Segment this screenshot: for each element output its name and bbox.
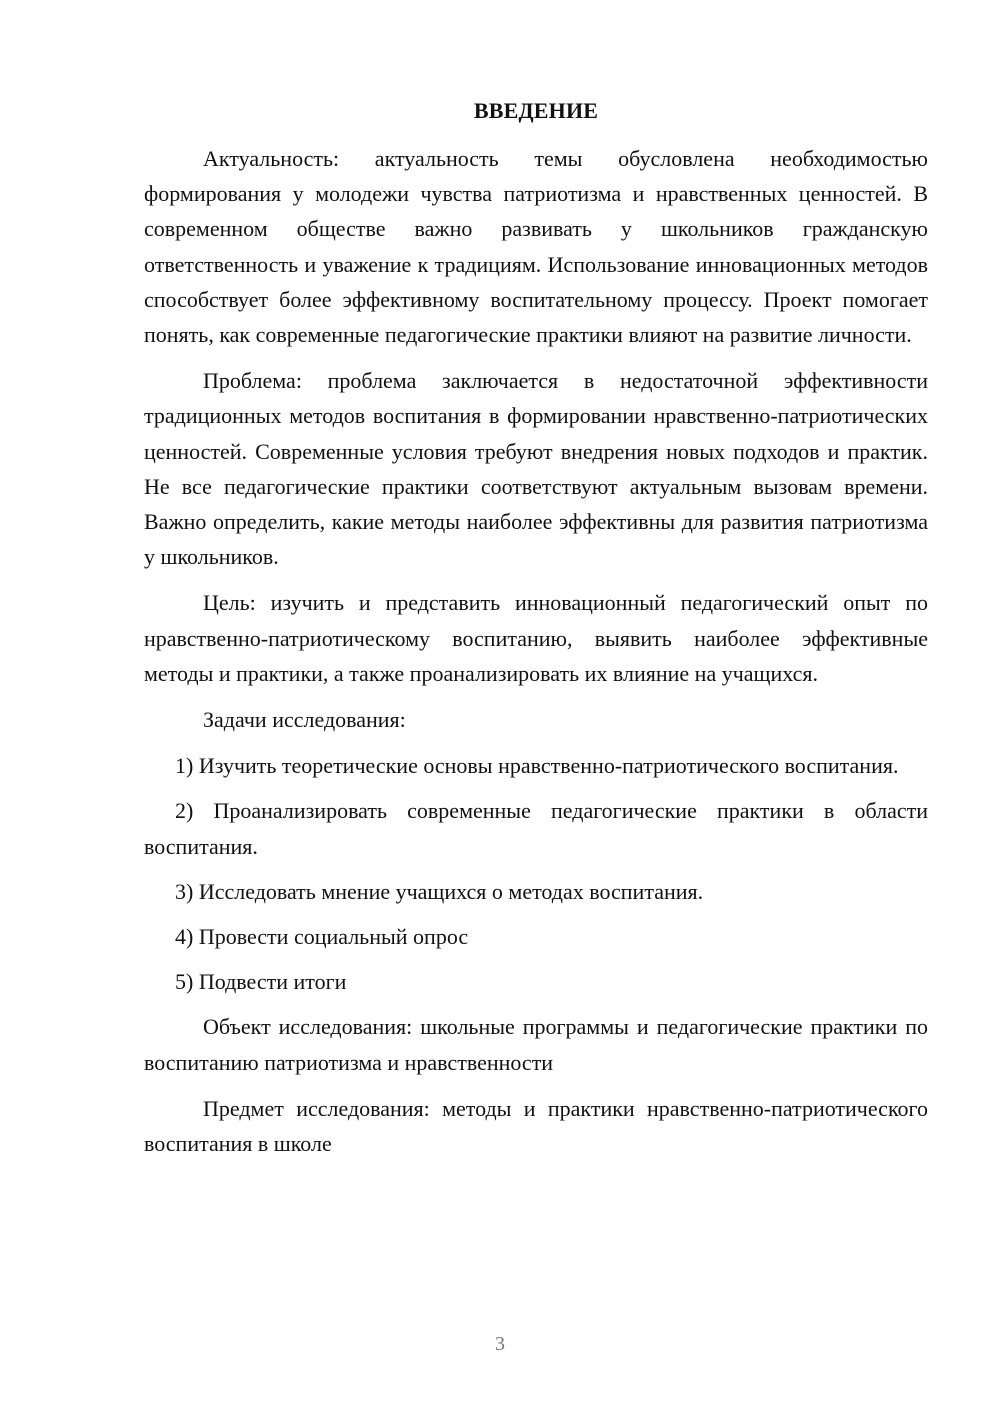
task-item-1: 1) Изучить теоретические основы нравственно-патриотического воспитания.: [175, 753, 899, 779]
section-title: ВВЕДЕНИЕ: [473, 98, 599, 123]
goal-paragraph: Цель: изучить и представить инновационный педагогический опыт по нравственно-патриотическому воспитанию, выявить наиболее эффективные методы и практики, а также проанализировать их влияние на учащихся.: [144, 590, 928, 686]
relevance-paragraph: Актуальность: актуальность темы обусловлена необходимостью формирования у молодежи чувства патриотизма и нравственных ценностей. В современном обществе важно развивать у школьников гражданскую ответственность и уважение к традициям. Использование инновационных методов способствует более эффективному воспитательному процессу. Проект помогает понять, как современные педагогические практики влияют на развитие личности.: [144, 146, 928, 348]
document-page: [144, 94, 928, 1172]
subject-paragraph: Предмет исследования: методы и практики нравственно-патриотического воспитания в школе: [144, 1095, 928, 1157]
tasks-heading: Задачи исследования:: [203, 707, 406, 733]
object-paragraph: Объект исследования: школьные программы и педагогические практики по воспитанию патриотизма и нравственности: [144, 1014, 928, 1075]
task-item-3: 3) Исследовать мнение учащихся о методах воспитания.: [175, 878, 704, 904]
page-number: 3: [495, 1333, 505, 1355]
task-item-2: 2) Проанализировать современные педагогические практики в области воспитания.: [144, 798, 928, 859]
task-item-5: 5) Подвести итоги: [175, 969, 347, 995]
task-item-4: 4) Провести социальный опрос: [175, 924, 469, 950]
problem-paragraph: Проблема: проблема заключается в недостаточной эффективности традиционных методов воспитания в формировании нравственно-патриотических ценностей. Современные условия требуют внедрения новых подходов и практик. Не все педагогические практики соответствуют актуальным вызовам времени. Важно определить, какие методы наиболее эффективны для развития патриотизма у школьников.: [144, 368, 928, 570]
